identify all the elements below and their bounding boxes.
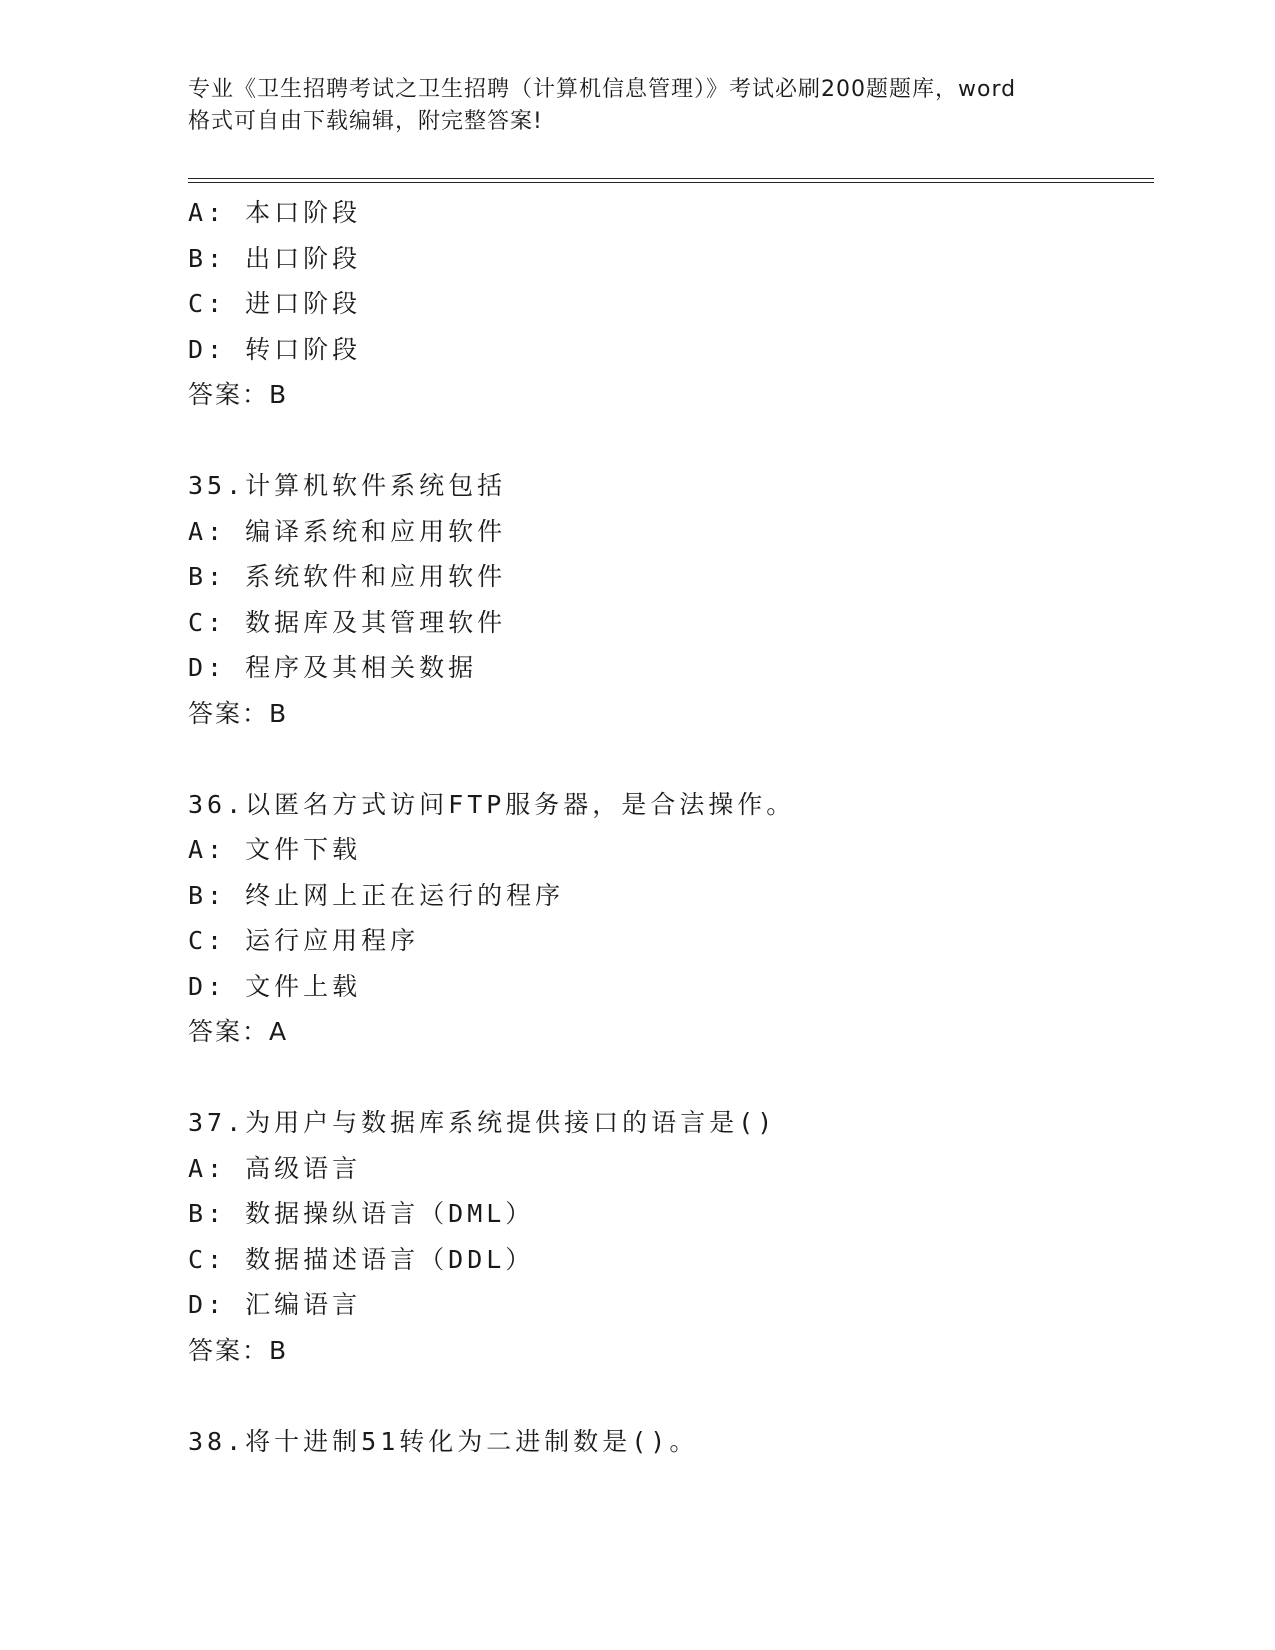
question-stem: 37.为用户与数据库系统提供接口的语言是(): [188, 1108, 777, 1137]
option-b: B: 出口阶段: [188, 243, 362, 273]
option-d: D: 文件上载: [188, 971, 362, 1001]
answer-line: 答案：B: [188, 698, 289, 728]
question-37: [188, 1100, 1148, 1373]
question-35: [188, 463, 1148, 736]
spacer: [188, 418, 1148, 464]
answer-line: 答案：A: [188, 1017, 289, 1046]
question-list: [188, 190, 1148, 1464]
question-36: [188, 782, 1148, 1055]
answer-line: 答案：B: [188, 1335, 289, 1365]
option-c: C: 进口阶段: [188, 289, 362, 318]
option-b: B: 数据操纵语言（DML）: [188, 1199, 535, 1228]
option-c: C: 运行应用程序: [188, 926, 420, 955]
option-d: D: 汇编语言: [188, 1290, 362, 1319]
question-stem: 38.将十进制51转化为二进制数是()。: [188, 1426, 699, 1456]
question-stem: 36.以匿名方式访问FTP服务器，是合法操作。: [188, 789, 796, 819]
header-divider: [188, 178, 1154, 183]
option-b: B: 终止网上正在运行的程序: [188, 880, 565, 910]
spacer: [188, 736, 1148, 782]
option-d: D: 转口阶段: [188, 334, 362, 364]
question-34-continued: [188, 190, 1148, 418]
spacer: [188, 1373, 1148, 1419]
header-title-line-1: 专业《卫生招聘考试之卫生招聘（计算机信息管理）》考试必刷200题题库，word: [188, 77, 1017, 102]
option-d: D: 程序及其相关数据: [188, 653, 478, 682]
answer-line: 答案：B: [188, 380, 289, 409]
option-a: A: 文件下载: [188, 835, 362, 864]
option-a: A: 高级语言: [188, 1153, 362, 1183]
document-header: [188, 74, 1088, 138]
question-stem: 35.计算机软件系统包括: [188, 471, 507, 500]
option-a: A: 编译系统和应用软件: [188, 516, 507, 546]
header-title-line-2: 格式可自由下载编辑，附完整答案!: [188, 109, 543, 134]
option-b: B: 系统软件和应用软件: [188, 562, 507, 591]
spacer: [188, 1055, 1148, 1101]
option-c: C: 数据描述语言（DDL）: [188, 1244, 535, 1274]
question-38: [188, 1419, 1148, 1465]
option-a: A: 本口阶段: [188, 198, 362, 227]
option-c: C: 数据库及其管理软件: [188, 607, 507, 637]
